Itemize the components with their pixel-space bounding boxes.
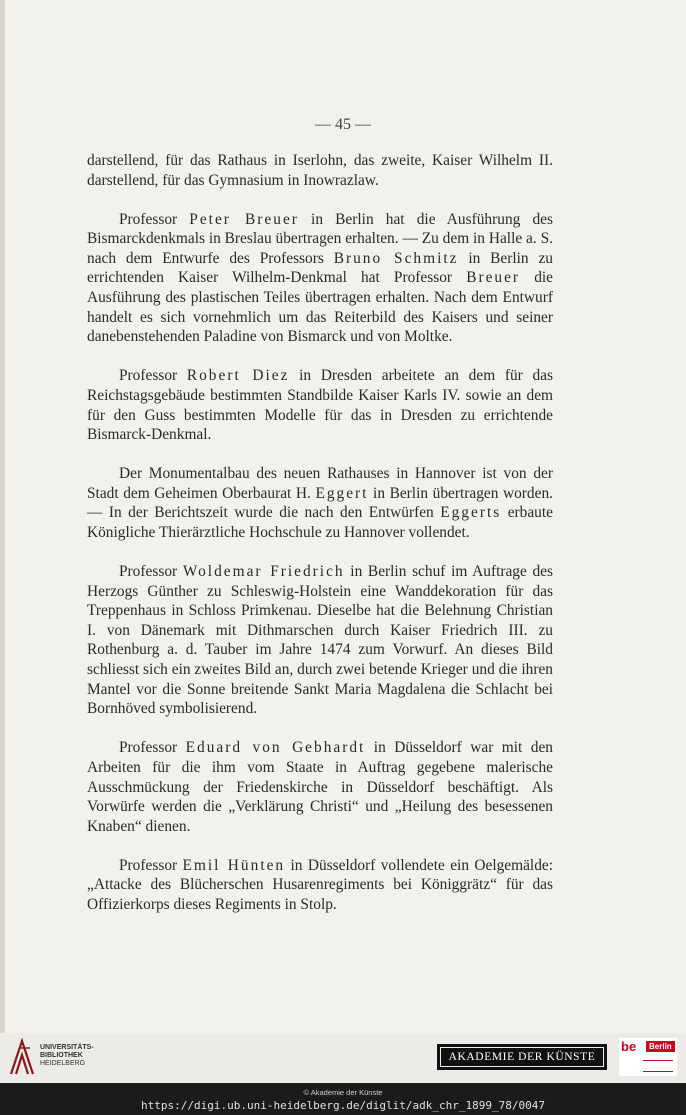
text-run: Professor bbox=[119, 210, 190, 228]
text-run: in Dresden arbeitete an dem für das Reichstagsgebäude bestimmten Standbilde Kaiser Karls IV. sowie an dem für den Guss bestimmten Modelle für das in Dresden zu errichtende Bismarck-Denkmal. bbox=[87, 367, 553, 444]
body-text bbox=[87, 151, 553, 934]
university-line: HEIDELBERG bbox=[40, 1060, 86, 1067]
paragraph bbox=[87, 210, 553, 347]
spaced-name: Eggert bbox=[315, 484, 369, 502]
viewer-footer bbox=[0, 1033, 686, 1083]
text-run: in Berlin schuf im Auftrage des Herzogs Günther zu Schleswig-Holstein eine Wanddekoration für das Treppenhaus in Schloss Primkenau. Dieselbe hat die Belehnung Christian I. von Dänemark mit Dithmarschen durch Kaiser Friedrich III. zu Rothenburg a. d. Tauber im Jahre 1474 zum Vorwurf. An dieses Bild schliesst sich ein zweites Bild an, durch zwei betende Krieger und die ihren Mantel vor die Sonne breitende Sankt Maria Magdalena die Schlacht bei Bornhöved symbolisierend. bbox=[87, 563, 554, 718]
akademie-der-kuenste-logo[interactable] bbox=[437, 1044, 607, 1070]
spaced-name: Bruno Schmitz bbox=[333, 249, 459, 267]
spaced-name: Emil Hünten bbox=[182, 856, 286, 874]
text-run: Der Monumentalbau des neuen Rathauses in Hannover ist von der Stadt dem Geheimen Oberbaurat H. bbox=[87, 465, 553, 502]
paragraph bbox=[87, 738, 553, 836]
paragraph bbox=[87, 151, 553, 190]
paragraph bbox=[87, 856, 553, 915]
spaced-name: Breuer bbox=[466, 269, 521, 287]
text-run: darstellend, für das Rathaus in Iserlohn, das zweite, Kaiser Wilhelm II. darstellend, für das Gymnasium in Inowrazlaw. bbox=[87, 152, 553, 189]
text-run: in Berlin zu errichtenden Kaiser Wilhelm-Denkmal hat Professor bbox=[87, 249, 553, 287]
permalink-url[interactable]: https://digi.ub.uni-heidelberg.de/diglit/adk_chr_1899_78/0047 bbox=[141, 1099, 545, 1112]
spaced-name: Robert Diez bbox=[186, 367, 290, 385]
text-run: Professor bbox=[119, 739, 186, 757]
paragraph bbox=[87, 464, 553, 542]
copyright-notice: © Akademie der Künste bbox=[303, 1088, 383, 1097]
spaced-name: Peter Breuer bbox=[189, 210, 299, 228]
text-run: in Berlin übertragen worden. — In der Berichtszeit wurde die nach den Entwürfen bbox=[87, 484, 554, 522]
text-run: in Düsseldorf war mit den Arbeiten für die ihm vom Staate in Auftrag gegebene malerische Ausschmückung der Friedenskirche in Düsseldorf beschäftigt. Als Vorwürfe werden die „Verklärung Christi“ und „Heilung des besessenen Knaben“ dienen. bbox=[87, 739, 553, 835]
berlin-logo-be: be bbox=[621, 1039, 637, 1054]
university-line: BIBLIOTHEK bbox=[40, 1052, 83, 1059]
page-number: — 45 — bbox=[315, 116, 371, 133]
berlin-logo-lines bbox=[643, 1060, 673, 1072]
text-run: in Düsseldorf vollendete ein Oelgemälde: „Attacke des Blücherschen Husarenregiments bei Königgrätz“ für das Offizierkorps dieses Regiments in Stolp. bbox=[87, 856, 554, 913]
university-library-logo-icon[interactable] bbox=[8, 1038, 36, 1076]
paragraph bbox=[87, 562, 553, 719]
spaced-name: Woldemar Friedrich bbox=[182, 563, 345, 581]
text-run: in Berlin hat die Ausführung des Bismarckdenkmals in Breslau übertragen erhalten. — Zu dem in Halle a. S. nach dem Entwurfe des Professors bbox=[87, 210, 553, 267]
spaced-name: Eggerts bbox=[440, 504, 502, 522]
text-run: Professor bbox=[119, 856, 183, 874]
university-library-name[interactable] bbox=[40, 1044, 94, 1068]
university-line: UNIVERSITÄTS- bbox=[40, 1044, 94, 1051]
text-run: erbaute Königliche Thierärztliche Hochschule zu Hannover vollendet. bbox=[87, 504, 553, 541]
berlin-logo-badge: Berlin bbox=[646, 1041, 675, 1052]
text-run: Professor bbox=[119, 563, 183, 581]
akademie-label: AKADEMIE DER KÜNSTE bbox=[440, 1047, 604, 1067]
berlin-logo-icon[interactable] bbox=[619, 1038, 677, 1076]
text-run: die Ausführung des plastischen Teiles übertragen erhalten. Nach dem Entwurf handelt es sich vornehmlich um das Reiterbild des Kaisers und seiner danebenstehenden Paladine von Bismarck und von Moltke. bbox=[87, 269, 553, 346]
text-run: Professor bbox=[119, 367, 187, 385]
paragraph bbox=[87, 366, 553, 444]
spaced-name: Eduard von Gebhardt bbox=[185, 739, 366, 757]
